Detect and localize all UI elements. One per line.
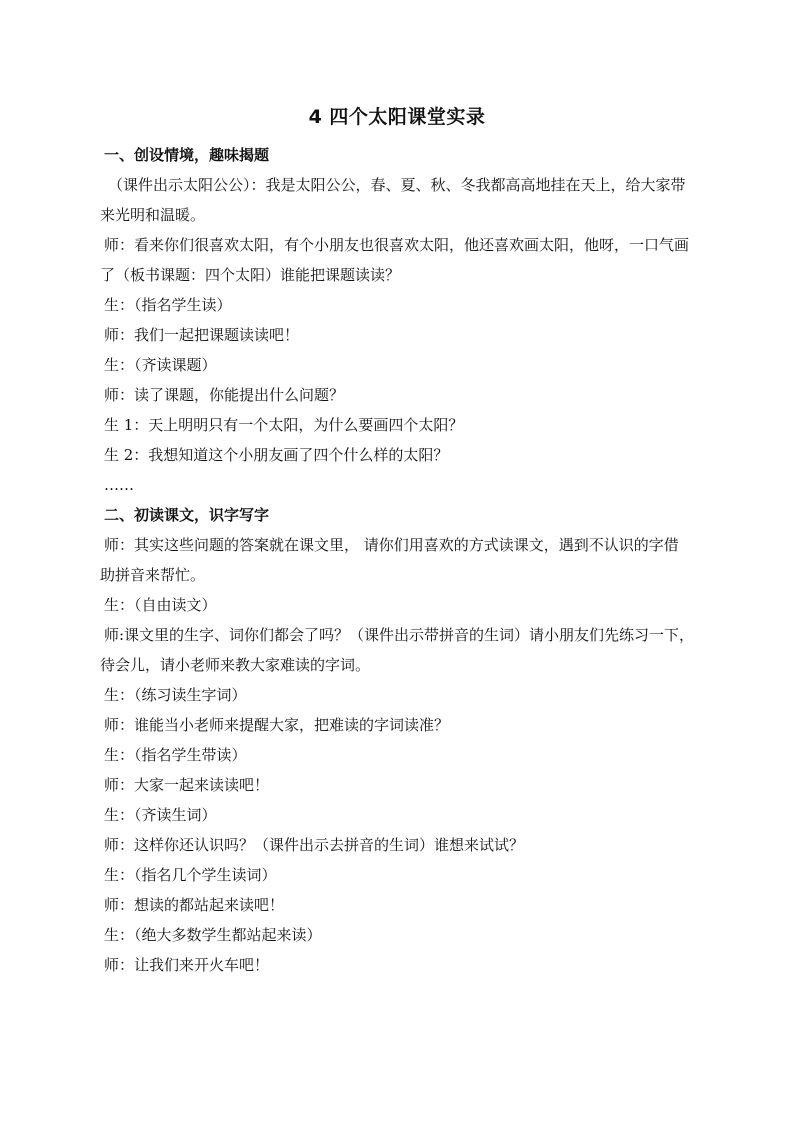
paragraph-line: 生：（指名学生带读）: [104, 746, 247, 764]
page-title: 4 四个太阳课堂实录: [308, 106, 486, 128]
paragraph-line: 师：大家一起来读读吧！: [104, 776, 270, 794]
paragraph-line: 师:课文里的生字、词你们都会了吗？（课件出示带拼音的生词）请小朋友们先练习一下，: [104, 626, 695, 644]
ellipsis-line: ……: [104, 476, 134, 494]
paragraph-line: 生：（齐读课题）: [104, 356, 217, 374]
section-heading-2: 二、初读课文，识字写字: [104, 506, 270, 524]
paragraph-line: 了（板书课题：四个太阳）谁能把课题读读？: [100, 266, 401, 284]
paragraph-line: 师：这样你还认识吗？（课件出示去拼音的生词）谁想来试试？: [104, 836, 525, 854]
paragraph-line: 生 2：我想知道这个小朋友画了四个什么样的太阳？: [104, 446, 449, 464]
paragraph-line: 师：想读的都站起来读吧！: [104, 896, 285, 914]
paragraph-line: 师：谁能当小老师来提醒大家，把难读的字词读准？: [104, 716, 450, 734]
paragraph-line: 来光明和温暖。: [100, 206, 206, 224]
paragraph-line: （课件出示太阳公公）：我是太阳公公，春、夏、秋、冬我都高高地挂在天上，给大家带: [108, 176, 686, 194]
section-heading-1: 一、创设情境，趣味揭题: [104, 146, 270, 164]
paragraph-line: 生：（绝大多数学生都站起来读）: [104, 926, 322, 944]
paragraph-line: 生：（练习读生字词）: [104, 686, 247, 704]
paragraph-line: 师：我们一起把课题读读吧！: [104, 326, 300, 344]
document-body: [100, 140, 724, 980]
paragraph-line: 生 1：天上明明只有一个太阳，为什么要画四个太阳？: [104, 416, 464, 434]
paragraph-line: 生：（指名学生读）: [104, 296, 232, 314]
paragraph-line: 助拼音来帮忙。: [100, 566, 206, 584]
paragraph-line: 师：让我们来开火车吧！: [104, 956, 270, 974]
paragraph-line: 师：看来你们很喜欢太阳，有个小朋友也很喜欢太阳，他还喜欢画太阳，他呀，一口气画: [104, 236, 690, 254]
paragraph-line: 生：（自由读文）: [104, 596, 217, 614]
paragraph-line: 生：（指名几个学生读词）: [104, 866, 277, 884]
paragraph-line: 待会儿，请小老师来教大家难读的字词。: [100, 656, 371, 674]
paragraph-line: 师：读了课题，你能提出什么问题？: [104, 386, 345, 404]
paragraph-line: 生：（齐读生词）: [104, 806, 217, 824]
paragraph-line: 师：其实这些问题的答案就在课文里， 请你们用喜欢的方式读课文，遇到不认识的字借: [104, 536, 679, 554]
